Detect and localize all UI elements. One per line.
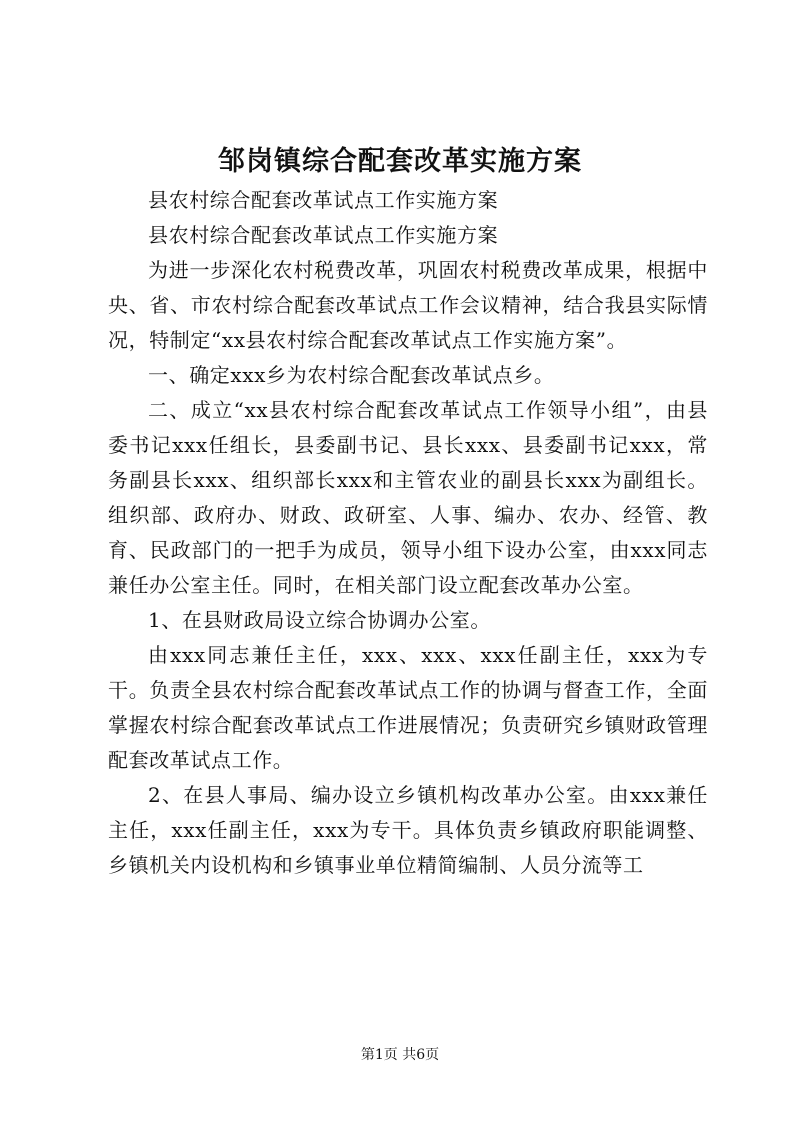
paragraph: 2、在县人事局、编办设立乡镇机构改革办公室。由xxx兼任主任，xxx任副主任，xxx为专干。具体负责乡镇政府职能调整、乡镇机关内设机构和乡镇事业单位精简编制、人员分流等工 bbox=[108, 783, 708, 877]
paragraph: 县农村综合配套改革试点工作实施方案 bbox=[148, 223, 499, 247]
paragraph: 一、确定xxx乡为农村综合配套改革试点乡。 bbox=[148, 363, 555, 387]
paragraph: 二、成立“xx县农村综合配套改革试点工作领导小组”，由县委书记xxx任组长，县委副书记、县长xxx、县委副书记xxx，常务副县长xxx、组织部长xxx和主管农业的副县长xxx为副组长。组织部、政府办、财政、政研室、人事、编办、农办、经管、教育、民政部门的一把手为成员，领导小组下设办公室，由xxx同志兼任办公室主任。同时，在相关部门设立配套改革办公室。 bbox=[108, 398, 708, 597]
paragraph: 1、在县财政局设立综合协调办公室。 bbox=[148, 608, 491, 632]
paragraph: 为进一步深化农村税费改革，巩固农村税费改革成果，根据中央、省、市农村综合配套改革试点工作会议精神，结合我县实际情况，特制定“xx县农村综合配套改革试点工作实施方案”。 bbox=[108, 258, 708, 352]
paragraph: 县农村综合配套改革试点工作实施方案 bbox=[148, 188, 499, 212]
document-body bbox=[108, 183, 708, 883]
paragraph: 由xxx同志兼任主任，xxx、xxx、xxx任副主任，xxx为专干。负责全县农村综合配套改革试点工作的协调与督查工作，全面掌握农村综合配套改革试点工作进展情况；负责研究乡镇财政管理配套改革试点工作。 bbox=[108, 643, 708, 772]
document-title: 邹岗镇综合配套改革实施方案 bbox=[218, 146, 582, 177]
page-number-footer: 第1页 共6页 bbox=[360, 1047, 440, 1063]
